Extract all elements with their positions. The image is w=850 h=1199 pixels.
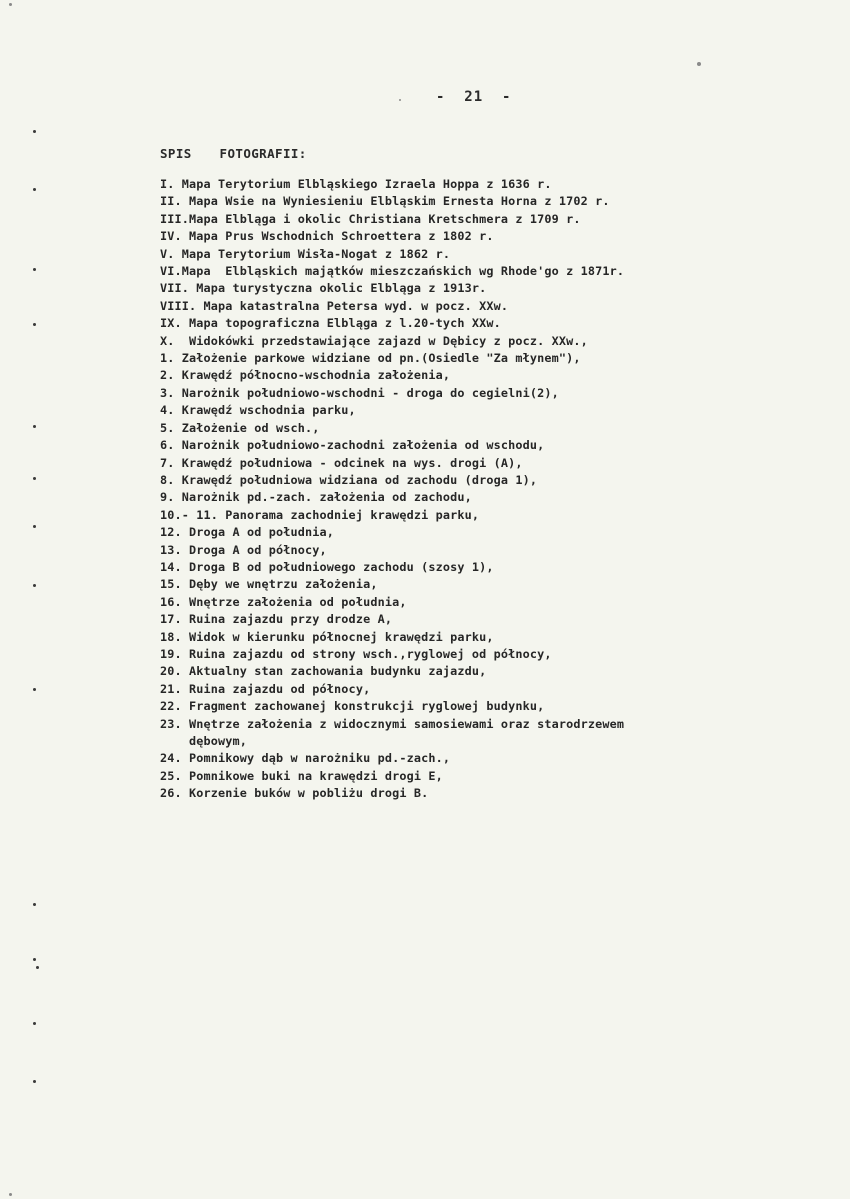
list-item: II. Mapa Wsie na Wyniesieniu Elbląskim Ernesta Horna z 1702 r. xyxy=(160,194,610,209)
margin-mark xyxy=(33,1080,36,1083)
page-number: - 21 - xyxy=(436,89,512,105)
list-item: 10.- 11. Panorama zachodniej krawędzi parku, xyxy=(160,507,480,522)
list-item: 18. Widok w kierunku północnej krawędzi parku, xyxy=(160,629,494,644)
list-item: VII. Mapa turystyczna okolic Elbląga z 1913r. xyxy=(160,281,487,296)
list-item: 6. Narożnik południowo-zachodni założenia od wschodu, xyxy=(160,438,545,453)
list-item: 5. Założenie od wsch., xyxy=(160,420,320,435)
paper-speck xyxy=(9,3,12,6)
list-item: III.Mapa Elbląga i okolic Christiana Kretschmera z 1709 r. xyxy=(160,211,581,226)
margin-mark xyxy=(33,130,36,133)
list-item: 7. Krawędź południowa - odcinek na wys. drogi (A), xyxy=(160,455,523,470)
list-item: 24. Pomnikowy dąb w narożniku pd.-zach., xyxy=(160,751,451,766)
list-item: 19. Ruina zajazdu od strony wsch.,ryglowej od północy, xyxy=(160,646,552,661)
list-item: IV. Mapa Prus Wschodnich Schroettera z 1802 r. xyxy=(160,229,494,244)
margin-mark xyxy=(33,584,36,587)
photo-list xyxy=(160,176,820,803)
list-item: 23. Wnętrze założenia z widocznymi samosiewami oraz starodrzewem dębowym, xyxy=(160,716,625,748)
list-item: VIII. Mapa katastralna Petersa wyd. w pocz. XXw. xyxy=(160,298,509,313)
list-item: 21. Ruina zajazdu od północy, xyxy=(160,681,371,696)
list-item: V. Mapa Terytorium Wisła-Nogat z 1862 r. xyxy=(160,246,451,261)
list-item: 14. Droga B od południowego zachodu (szosy 1), xyxy=(160,559,494,574)
list-item: 4. Krawędź wschodnia parku, xyxy=(160,403,356,418)
list-item: 2. Krawędź północno-wschodnia założenia, xyxy=(160,368,451,383)
section-heading: SPIS FOTOGRAFII: xyxy=(160,146,307,161)
margin-mark xyxy=(33,525,36,528)
list-item: 13. Droga A od północy, xyxy=(160,542,327,557)
margin-mark xyxy=(33,188,36,191)
list-item: 3. Narożnik południowo-wschodni - droga do cegielni(2), xyxy=(160,385,559,400)
margin-mark xyxy=(33,425,36,428)
list-item: 17. Ruina zajazdu przy drodze A, xyxy=(160,612,393,627)
list-item: 1. Założenie parkowe widziane od pn.(Osiedle "Za młynem"), xyxy=(160,351,581,366)
margin-mark xyxy=(33,323,36,326)
list-item: VI.Mapa Elbląskich majątków mieszczańskich wg Rhode'go z 1871r. xyxy=(160,264,625,279)
list-item: IX. Mapa topograficzna Elbląga z l.20-tych XXw. xyxy=(160,316,501,331)
margin-mark xyxy=(33,1022,36,1025)
list-item: 22. Fragment zachowanej konstrukcji ryglowej budynku, xyxy=(160,699,545,714)
margin-mark xyxy=(33,903,36,906)
margin-mark xyxy=(33,958,36,961)
list-item: X. Widokówki przedstawiające zajazd w Dębicy z pocz. XXw., xyxy=(160,333,588,348)
margin-mark xyxy=(36,966,39,969)
paper-speck xyxy=(9,1193,12,1196)
margin-mark xyxy=(33,688,36,691)
list-item: 26. Korzenie buków w pobliżu drogi B. xyxy=(160,786,429,801)
list-item: 12. Droga A od południa, xyxy=(160,525,335,540)
list-item: I. Mapa Terytorium Elbląskiego Izraela Hoppa z 1636 r. xyxy=(160,177,552,191)
list-item: 9. Narożnik pd.-zach. założenia od zachodu, xyxy=(160,490,472,505)
paper-speck xyxy=(697,62,701,66)
list-item: 8. Krawędź południowa widziana od zachodu (droga 1), xyxy=(160,472,538,487)
paper-speck xyxy=(399,99,401,101)
margin-mark xyxy=(33,477,36,480)
list-item: 20. Aktualny stan zachowania budynku zajazdu, xyxy=(160,664,487,679)
margin-mark xyxy=(33,268,36,271)
list-item: 16. Wnętrze założenia od południa, xyxy=(160,594,407,609)
list-item: 15. Dęby we wnętrzu założenia, xyxy=(160,577,378,592)
list-item: 25. Pomnikowe buki na krawędzi drogi E, xyxy=(160,768,443,783)
